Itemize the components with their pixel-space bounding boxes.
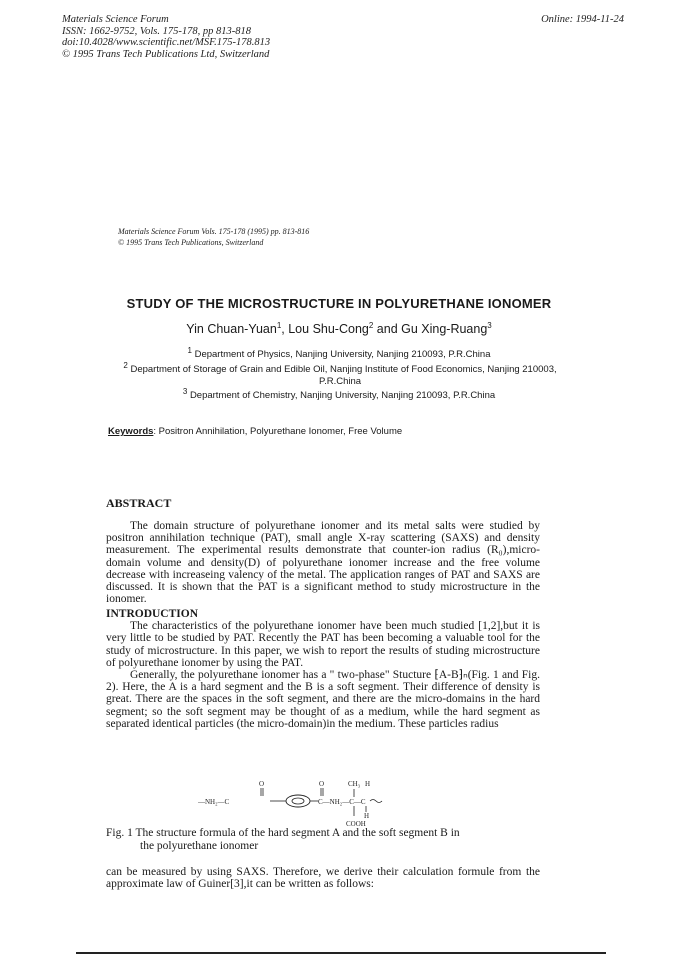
formula-oxygen-2: O — [319, 780, 325, 788]
benzene-ring-icon — [286, 795, 310, 807]
affiliation-text: Department of Chemistry, Nanjing University, Nanjing 210093, P.R.China — [189, 390, 496, 402]
abstract-heading: ABSTRACT — [106, 496, 172, 510]
author-name: Yin Chuan-Yuan — [186, 322, 277, 337]
affiliation-sup: 2 — [123, 361, 128, 370]
affiliation-text: Department of Storage of Grain and Edible Oil, Nanjing Institute of Food Economics, Nanjing 210003, P.R.China — [130, 364, 557, 388]
figure-caption — [106, 827, 546, 853]
formula-oxygen-1: O — [259, 780, 265, 788]
page-bottom-rule — [76, 952, 606, 954]
introduction-paragraph-1: The characteristics of the polyurethane ionomer have been much studied [1,2],but it is very little to be studied by PAT. Recently the PAT has been becoming a valuable tool for the study of microstructure. In this paper, we wish to report the results of studing microstructure of polyurethane ionomer by using the PAT. — [106, 620, 540, 669]
keywords-label: Keywords — [108, 426, 154, 437]
author-sup: 1 — [276, 321, 282, 330]
journal-name: Materials Science Forum — [62, 14, 169, 25]
citation-line-1: Materials Science Forum Vols. 175-178 (1995) pp. 813-816 — [118, 227, 310, 236]
keywords-text: : Positron Annihilation, Polyurethane Ionomer, Free Volume — [153, 426, 403, 437]
formula-h-bottom: H — [364, 812, 370, 820]
affiliation-2 — [110, 360, 570, 388]
introduction-heading: INTRODUCTION — [106, 608, 199, 620]
author-name: Gu Xing-Ruang — [401, 322, 488, 337]
formula-h-top: H — [365, 780, 371, 788]
author-list — [0, 321, 678, 336]
author-separator: , — [281, 322, 289, 337]
formula-nh-c: —NH₂—C — [198, 798, 230, 806]
journal-header — [62, 14, 270, 60]
caption-line-1: Fig. 1 The structure formula of the hard segment A and the soft segment B in — [106, 827, 460, 839]
continuation-paragraph: can be measured by using SAXS. Therefore, we derive their calculation formule from the approximate law of Guiner[3],it can be written as follows: — [106, 866, 540, 891]
formula-c-nh-c: C—NH₂—C—C — [318, 798, 366, 806]
copyright-line: © 1995 Trans Tech Publications Ltd, Switzerland — [62, 48, 270, 60]
introduction-paragraph-2: Generally, the polyurethane ionomer has a " two-phase" Stucture ⁅A-B⁆ₙ(Fig. 1 and Fig. 2). Here, the A is a hard segment and the B is a soft segment. Their difference of density is great. There are the spaces in the soft segment, and there are the micro-domains in the hard segment; so the soft segment may be thought of as a medium, while the hard segment as separated identical particles (the micro-domain)in the medium. These particles radius — [106, 669, 540, 730]
keywords-line — [108, 426, 402, 437]
doi-line[interactable]: doi:10.4028/www.scientific.net/MSF.175-178.813 — [62, 37, 271, 48]
caption-line-2: the polyurethane ionomer — [140, 840, 259, 852]
formula-methyl: CH₃ — [348, 780, 361, 788]
issn-line: ISSN: 1662-9752, Vols. 175-178, pp 813-818 — [62, 25, 251, 37]
affiliation-sup: 3 — [182, 387, 188, 396]
citation-block — [118, 226, 309, 248]
affiliation-text: Department of Physics, Nanjing University, Nanjing 210093, P.R.China — [194, 349, 491, 361]
affiliation-1 — [0, 345, 678, 361]
author-sup: 2 — [368, 321, 374, 330]
paper-title: STUDY OF THE MICROSTRUCTURE IN POLYURETHANE IONOMER — [126, 296, 552, 311]
author-sup: 3 — [487, 321, 492, 330]
author-name: Lou Shu-Cong — [288, 322, 369, 337]
online-date: Online: 1994-11-24 — [541, 14, 624, 25]
abstract-text: The domain structure of polyurethane ionomer and its metal salts were studied by positron annihilation technique (PAT), small angle X-ray scattering (SAXS) and density measurement. The experimental results demonstrate that counter-ion radius (R₀),micro-domain volume and density(D) of polyurethane ionomer increase and the free volume decrease with increaseing valency of the metal. The application ranges of PAT and SAXS are discussed. It is shown that the PAT is a significant method to study microstructure in the ionomer. — [106, 520, 540, 606]
introduction-section — [106, 608, 540, 730]
wavy-bond-icon — [370, 800, 382, 803]
author-and: and — [373, 322, 402, 337]
affiliation-3 — [0, 386, 678, 402]
formula-cooh: COOH — [346, 820, 366, 828]
citation-line-2: © 1995 Trans Tech Publications, Switzerland — [118, 238, 264, 247]
affiliation-sup: 1 — [187, 346, 192, 355]
